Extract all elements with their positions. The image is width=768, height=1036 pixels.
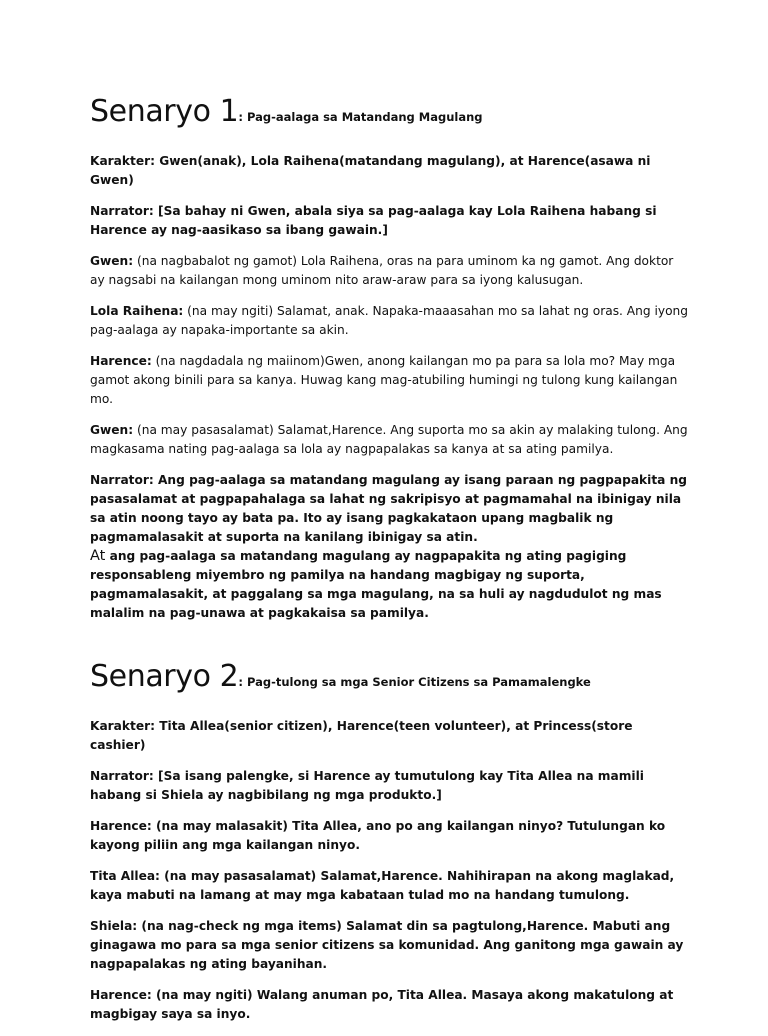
scenario-1-heading (90, 92, 690, 137)
document-page (90, 92, 690, 1036)
scenario-1-narrator-intro: Narrator: [Sa bahay ni Gwen, abala siya sa pag-aalaga kay Lola Raihena habang si Harence ay nag-aasikaso sa ibang gawain.] (90, 204, 657, 237)
scenario-2-title: Senaryo 2 (90, 659, 239, 694)
narrator-close-part-a: Narrator: Ang pag-aalaga sa matandang magulang ay isang paraan ng pagpapakita ng pasasalamat at pagpapahalaga sa lahat ng sakripisyo at pagmamahal na ibinigay nila sa atin noong tayo ay bata pa. Ito ay isang pagkakataon upang magbalik ng pagmamalasakit at suporta na kanilang ibinigay sa atin. (90, 473, 688, 544)
narrator-close-part-b: ang pag-aalaga sa matandang magulang ay nagpapakita ng ating pagiging responsableng miyembro ng pamilya na handang magbigay ng suporta, pagmamalasakit, at paggalang sa mga magulang, na sa huli ay nagdudulot ng mas malalim na pag-unawa at pagkakaisa sa pamilya. (90, 549, 662, 620)
scenario-1-narrator-close (90, 471, 690, 623)
scenario-1-subtitle: : Pag-aalaga sa Matandang Magulang (238, 110, 483, 124)
section-spacer (90, 635, 690, 657)
narrator-close-word: At (90, 548, 106, 564)
scenario-1-title: Senaryo 1 (90, 94, 239, 129)
speaker-label: Gwen: (90, 423, 134, 437)
dialogue-line: Harence: (na may ngiti) Walang anuman po, Tita Allea. Masaya akong makatulong at magbigay saya sa inyo. (90, 988, 674, 1021)
dialogue-text: (na may pasasalamat) Salamat,Harence. Ang suporta mo sa akin ay malaking tulong. Ang magkasama nating pag-aalaga sa lola ay nagpapalakas sa kanya at sa ating pamilya. (90, 423, 688, 456)
speaker-label: Lola Raihena: (90, 304, 184, 318)
speaker-label: Gwen: (90, 254, 134, 268)
dialogue-line (90, 252, 690, 290)
dialogue-line (90, 302, 690, 340)
dialogue-line (90, 352, 690, 409)
dialogue-line: Tita Allea: (na may pasasalamat) Salamat,Harence. Nahihirapan na akong maglakad, kaya mabuti na lamang at may mga kabataan tulad mo na handang tumulong. (90, 869, 675, 902)
dialogue-line (90, 421, 690, 459)
scenario-1-characters: Karakter: Gwen(anak), Lola Raihena(matandang magulang), at Harence(asawa ni Gwen) (90, 154, 651, 187)
speaker-label: Harence: (90, 354, 152, 368)
dialogue-line: Shiela: (na nag-check ng mga items) Salamat din sa pagtulong,Harence. Mabuti ang ginagawa mo para sa mga senior citizens sa komunidad. Ang ganitong mga gawain ay nagpapalakas ng ating bayanihan. (90, 919, 684, 971)
scenario-2-narrator-intro: Narrator: [Sa isang palengke, si Harence ay tumutulong kay Tita Allea na mamili habang si Shiela ay nagbibilang ng mga produkto.] (90, 769, 644, 802)
dialogue-text: (na nagbabalot ng gamot) Lola Raihena, oras na para uminom ka ng gamot. Ang doktor ay nagsabi na kailangan mong uminom nito araw-araw para sa iyong kalusugan. (90, 254, 674, 287)
scenario-2-subtitle: : Pag-tulong sa mga Senior Citizens sa Pamamalengke (238, 675, 591, 689)
dialogue-text: (na may ngiti) Salamat, anak. Napaka-maaasahan mo sa lahat ng oras. Ang iyong pag-aalaga ay napaka-importante sa akin. (90, 304, 688, 337)
scenario-2-characters: Karakter: Tita Allea(senior citizen), Harence(teen volunteer), at Princess(store cashier) (90, 719, 633, 752)
dialogue-line: Harence: (na may malasakit) Tita Allea, ano po ang kailangan ninyo? Tutulungan ko kayong piliin ang mga kailangan ninyo. (90, 819, 666, 852)
scenario-2-heading (90, 657, 690, 702)
dialogue-text: (na nagdadala ng maiinom)Gwen, anong kailangan mo pa para sa lola mo? May mga gamot akong binili para sa kanya. Huwag kang mag-atubiling humingi ng tulong kung kailangan mo. (90, 354, 678, 406)
